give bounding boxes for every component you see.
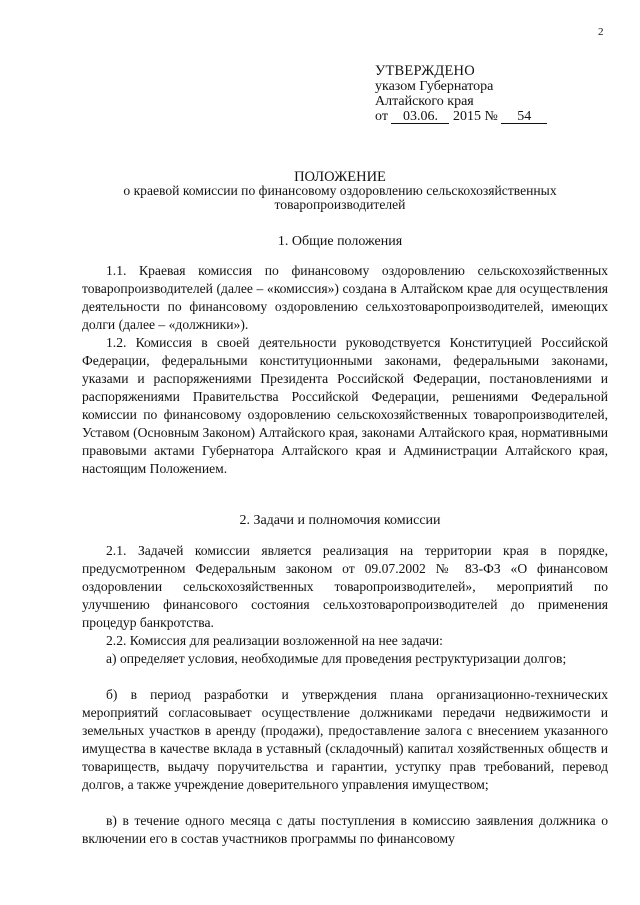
title-line-1: о краевой комиссии по финансовому оздоровлению сельскохозяйственных (123, 183, 557, 198)
paragraph-2-2-a: а) определяет условия, необходимые для проведения реструктуризации долгов; (106, 651, 567, 666)
section-heading-2: 2. Задачи и полномочия комиссии (239, 513, 441, 528)
title-heading: ПОЛОЖЕНИЕ (294, 169, 386, 185)
approval-line-1: указом Губернатора (375, 79, 494, 94)
document-title (60, 170, 620, 212)
approval-stamp: УТВЕРЖДЕНО (375, 63, 475, 79)
paragraph-2-2: 2.2. Комиссия для реализации возложенной на нее задачи: (106, 633, 443, 648)
paragraph-2-1: 2.1. Задачей комиссии является реализация на территории края в порядке, предусмотренном Федеральным законом от 09.07.2002 № 83-ФЗ «О финансовом оздоровлении сельскохозяйственных товаропроизводителей», мероприятий по улучшению финансового состояния сельхозтоваропроизводителей до применения процедур банкротства. (82, 543, 608, 630)
approval-line-2: Алтайского края (375, 94, 474, 109)
section-heading-1: 1. Общие положения (277, 234, 403, 249)
approval-block (375, 64, 547, 124)
paragraph-2-2-b: б) в период разработки и утверждения плана организационно-технических мероприятий согласовывает осуществление должниками передачи недвижимости и земельных участков в аренду (продажи), предоставление залога с внесением указанного имущества в качестве вклада в уставный (складочный) капитал хозяйственных обществ и товариществ, выдачу поручительства и гарантии, уступку прав требований, перевод долгов, а также учреждение доверительного управления имуществом; (82, 687, 608, 792)
approval-date: 03.06. (391, 110, 449, 124)
approval-date-line (375, 109, 547, 124)
title-line-2: товаропроизводителей (274, 197, 406, 212)
approval-year: 2015 № (452, 109, 498, 124)
approval-number: 54 (501, 110, 547, 124)
approval-prefix: от (375, 109, 388, 124)
paragraph-1-2: 1.2. Комиссия в своей деятельности руководствуется Конституцией Российской Федерации, федеральными конституционными законами, федеральными законами, указами и распоряжениями Президента Российской Федерации, постановлениями и распоряжениями Правительства Российской Федерации, решениями Федеральной комиссии по финансовому оздоровлению сельскохозяйственных товаропроизводителей, Уставом (Основным Законом) Алтайского края, законами Алтайского края, нормативными правовыми актами Губернатора Алтайского края и Администрации Алтайского края, настоящим Положением. (82, 335, 608, 476)
paragraph-2-2-c: в) в течение одного месяца с даты поступления в комиссию заявления должника о включении его в состав участников программы по финансовому (82, 813, 608, 846)
paragraph-1-1: 1.1. Краевая комиссия по финансовому оздоровлению сельскохозяйственных товаропроизводителей (далее – «комиссия») создана в Алтайском крае для осуществления деятельности по финансовому оздоровлению сельхозтоваропроизводителей, имеющих долги (далее – «должники»). (82, 263, 608, 332)
page-number: 2 (598, 26, 604, 38)
